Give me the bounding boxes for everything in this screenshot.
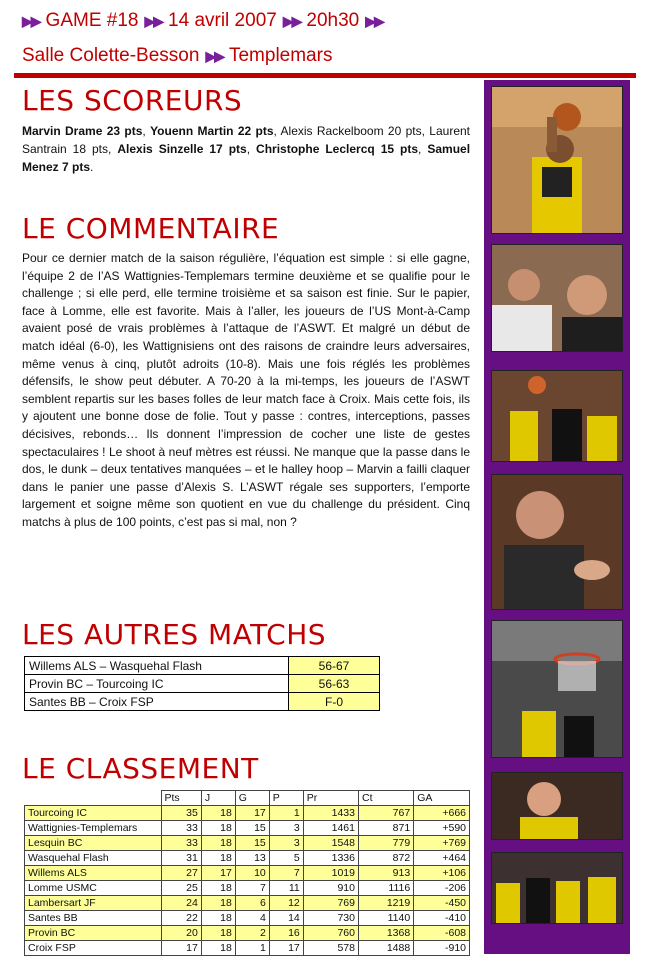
table-row bbox=[25, 806, 470, 821]
column-header: GA bbox=[414, 791, 470, 806]
stat-cell: +590 bbox=[414, 821, 470, 836]
stat-cell: 27 bbox=[161, 866, 201, 881]
stat-cell: 15 bbox=[235, 821, 269, 836]
match-score: 56-63 bbox=[289, 675, 380, 693]
stat-cell: 13 bbox=[235, 851, 269, 866]
scorer-entry: Alexis Sinzelle 17 pts bbox=[117, 142, 247, 156]
stat-cell: 33 bbox=[161, 836, 201, 851]
header-line-1 bbox=[22, 10, 389, 32]
scorer-entry: Youenn Martin 22 pts bbox=[150, 124, 274, 138]
stat-cell: 1368 bbox=[358, 926, 413, 941]
stat-cell: 913 bbox=[358, 866, 413, 881]
stat-cell: 18 bbox=[201, 836, 235, 851]
stat-cell: 910 bbox=[303, 881, 358, 896]
team-name: Wasquehal Flash bbox=[25, 851, 162, 866]
stat-cell: 4 bbox=[235, 911, 269, 926]
table-row bbox=[25, 675, 380, 693]
stat-cell: 578 bbox=[303, 941, 358, 956]
stat-cell: 35 bbox=[161, 806, 201, 821]
stat-cell: 7 bbox=[269, 866, 303, 881]
scorer-entry: Christophe Leclercq 15 pts bbox=[256, 142, 419, 156]
stat-cell: 730 bbox=[303, 911, 358, 926]
stat-cell: 31 bbox=[161, 851, 201, 866]
match-score: 56-67 bbox=[289, 657, 380, 675]
team-name: Croix FSP bbox=[25, 941, 162, 956]
stat-cell: 17 bbox=[161, 941, 201, 956]
basket-hoop-photo bbox=[491, 620, 623, 758]
stat-cell: 25 bbox=[161, 881, 201, 896]
stat-cell: 1116 bbox=[358, 881, 413, 896]
stat-cell: -410 bbox=[414, 911, 470, 926]
stat-cell: 18 bbox=[201, 941, 235, 956]
stat-cell: 760 bbox=[303, 926, 358, 941]
table-row bbox=[25, 926, 470, 941]
table-row bbox=[25, 941, 470, 956]
stat-cell: 1 bbox=[269, 806, 303, 821]
stat-cell: 3 bbox=[269, 821, 303, 836]
stat-cell: 15 bbox=[235, 836, 269, 851]
coach-cheering-photo bbox=[491, 474, 623, 610]
header-divider bbox=[14, 73, 636, 78]
venue-name: Salle Colette-Besson bbox=[22, 45, 200, 66]
stat-cell: 10 bbox=[235, 866, 269, 881]
stat-cell: 18 bbox=[201, 881, 235, 896]
double-arrow-icon: ▶▶ bbox=[282, 13, 301, 29]
table-row bbox=[25, 851, 470, 866]
stat-cell: 18 bbox=[201, 896, 235, 911]
stat-cell: +106 bbox=[414, 866, 470, 881]
stat-cell: 11 bbox=[269, 881, 303, 896]
table-row bbox=[25, 866, 470, 881]
player-shooting-photo bbox=[491, 86, 623, 234]
double-arrow-icon: ▶▶ bbox=[22, 13, 40, 29]
stat-cell: 872 bbox=[358, 851, 413, 866]
table-row bbox=[25, 911, 470, 926]
scorer-entry: Alexis Rackelboom 20 pts bbox=[280, 124, 422, 138]
scorers-list: Marvin Drame 23 pts, Youenn Martin 22 pts, Alexis Rackelboom 20 pts, Laurent Santrain 18 pts, Alexis Sinzelle 17 pts, Christophe Leclercq 15 pts, Samuel Menez 7 pts. bbox=[22, 124, 471, 174]
match-score: F-0 bbox=[289, 693, 380, 711]
table-row bbox=[25, 836, 470, 851]
stat-cell: 17 bbox=[201, 866, 235, 881]
column-header: Pr bbox=[303, 791, 358, 806]
stat-cell: -910 bbox=[414, 941, 470, 956]
scorer-entry: Laurent Santrain 18 pts bbox=[22, 124, 470, 156]
table-row bbox=[25, 881, 470, 896]
other-matches-table bbox=[24, 656, 380, 711]
stat-cell: 3 bbox=[269, 836, 303, 851]
scorers-heading: LES SCOREURS bbox=[22, 84, 243, 117]
table-row bbox=[25, 896, 470, 911]
stat-cell: 18 bbox=[201, 851, 235, 866]
table-row bbox=[25, 693, 380, 711]
team-name: Wattignies-Templemars bbox=[25, 821, 162, 836]
other-matches-heading: LES AUTRES MATCHS bbox=[22, 618, 327, 651]
stat-cell: -206 bbox=[414, 881, 470, 896]
table-row bbox=[25, 821, 470, 836]
stat-cell: 6 bbox=[235, 896, 269, 911]
header-line-2 bbox=[22, 45, 332, 67]
players-bench-photo bbox=[491, 244, 623, 352]
team-celebration-photo bbox=[491, 852, 623, 924]
scorer-entry: Samuel Menez 7 pts bbox=[22, 142, 471, 174]
commentary-heading: LE COMMENTAIRE bbox=[22, 212, 280, 245]
stat-cell: 18 bbox=[201, 806, 235, 821]
column-header: G bbox=[235, 791, 269, 806]
stat-cell: 14 bbox=[269, 911, 303, 926]
stat-cell: 7 bbox=[235, 881, 269, 896]
stat-cell: 12 bbox=[269, 896, 303, 911]
team-name: Willems ALS bbox=[25, 866, 162, 881]
column-header: P bbox=[269, 791, 303, 806]
column-header: Ct bbox=[358, 791, 413, 806]
stat-cell: 1 bbox=[235, 941, 269, 956]
game-date: 14 avril 2007 bbox=[168, 10, 277, 31]
team-column-header bbox=[25, 791, 162, 806]
stat-cell: 769 bbox=[303, 896, 358, 911]
stat-cell: 24 bbox=[161, 896, 201, 911]
stat-cell: 16 bbox=[269, 926, 303, 941]
stat-cell: +666 bbox=[414, 806, 470, 821]
standings-table bbox=[24, 790, 470, 956]
stat-cell: 22 bbox=[161, 911, 201, 926]
player-portrait-photo bbox=[491, 772, 623, 840]
stat-cell: 1548 bbox=[303, 836, 358, 851]
commentary-text: Pour ce dernier match de la saison régulière, l’équation est simple : si elle gagne, l’équipe 2 de l’AS Wattignies-Templemars termine deuxième et se qualifie pour le challenge ; si elle perd, elle termine troisième et sa saison est finie. Sur le papier, face à Lomme, elle est favorite. Mais à l’aller, les joueurs de l’US Mont-à-Camp avaient posé de vrais problèmes à l’attaque de l’ASWT. Et malgré un début de match idéal (6-0), les Wattignisiens ont des raisons de craindre leurs adversaires, même venus à cinq, plutôt adroits (10-8). Mais une fois réglés les problèmes défensifs, le show peut débuter. A 70-20 à la mi-temps, les joueurs de l’ASWT semblent repartis sur les bases folles de leur match face à Croix. Mais cette fois, ils y ajoutent une bonne dose de folie. Tout y passe : contres, interceptions, passes décisives, rebonds… Ils donnent l’impression de cocher une liste de gestes spectaculaires ! Le shoot à neuf mètres est réussi. Ne manque que la passe dans le dos, le dunk – deux tentatives manquées – et le halley hoop – Marvin a failli claquer dans le panier une passe d’Alexis S. L’ASWT régale ses supporters, l’emporte largement et soigne même son quotient en vue du challenge du président. Cinq matchs à plus de 100 points, c’est pas si mal, non ? bbox=[22, 251, 470, 529]
stat-cell: -450 bbox=[414, 896, 470, 911]
stat-cell: 18 bbox=[201, 926, 235, 941]
stat-cell: +769 bbox=[414, 836, 470, 851]
team-name: Lomme USMC bbox=[25, 881, 162, 896]
standings-header-row bbox=[25, 791, 470, 806]
column-header: Pts bbox=[161, 791, 201, 806]
match-teams: Santes BB – Croix FSP bbox=[25, 693, 289, 711]
match-teams: Willems ALS – Wasquehal Flash bbox=[25, 657, 289, 675]
game-number: GAME #18 bbox=[45, 10, 139, 31]
stat-cell: -608 bbox=[414, 926, 470, 941]
stat-cell: 1019 bbox=[303, 866, 358, 881]
stat-cell: 2 bbox=[235, 926, 269, 941]
stat-cell: 33 bbox=[161, 821, 201, 836]
rebound-action-photo bbox=[491, 370, 623, 462]
double-arrow-icon: ▶▶ bbox=[144, 13, 163, 29]
scorer-entry: Marvin Drame 23 pts bbox=[22, 124, 143, 138]
stat-cell: 18 bbox=[201, 821, 235, 836]
double-arrow-icon: ▶▶ bbox=[205, 48, 223, 64]
stat-cell: 1433 bbox=[303, 806, 358, 821]
team-name: Tourcoing IC bbox=[25, 806, 162, 821]
standings-heading: LE CLASSEMENT bbox=[22, 752, 259, 785]
stat-cell: 20 bbox=[161, 926, 201, 941]
team-name: Lesquin BC bbox=[25, 836, 162, 851]
column-header: J bbox=[201, 791, 235, 806]
team-name: Provin BC bbox=[25, 926, 162, 941]
stat-cell: 5 bbox=[269, 851, 303, 866]
match-teams: Provin BC – Tourcoing IC bbox=[25, 675, 289, 693]
stat-cell: 1488 bbox=[358, 941, 413, 956]
venue-town: Templemars bbox=[228, 45, 333, 66]
stat-cell: 18 bbox=[201, 911, 235, 926]
stat-cell: +464 bbox=[414, 851, 470, 866]
stat-cell: 17 bbox=[269, 941, 303, 956]
stat-cell: 1336 bbox=[303, 851, 358, 866]
double-arrow-icon: ▶▶ bbox=[365, 13, 383, 29]
team-name: Lambersart JF bbox=[25, 896, 162, 911]
table-row bbox=[25, 657, 380, 675]
stat-cell: 1461 bbox=[303, 821, 358, 836]
stat-cell: 871 bbox=[358, 821, 413, 836]
stat-cell: 1219 bbox=[358, 896, 413, 911]
stat-cell: 17 bbox=[235, 806, 269, 821]
stat-cell: 1140 bbox=[358, 911, 413, 926]
stat-cell: 767 bbox=[358, 806, 413, 821]
game-time: 20h30 bbox=[306, 10, 360, 31]
team-name: Santes BB bbox=[25, 911, 162, 926]
stat-cell: 779 bbox=[358, 836, 413, 851]
